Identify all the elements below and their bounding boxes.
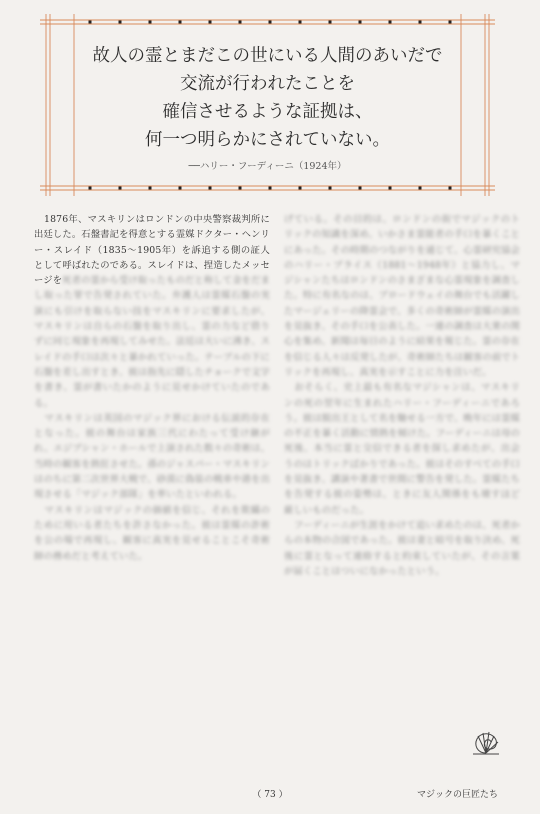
frame-dot — [299, 187, 302, 190]
body-text-blurred: マスキリンはマジックの価値を信じ、それを欺瞞のために用いる者たちを許さなかった。彼は霊媒の詐術を公の場で再現し、観客に真実を見せることこそ奇術師の務めだと考えていた。 — [34, 504, 270, 562]
frame-dot — [299, 21, 302, 24]
frame-dot — [419, 187, 422, 190]
body-text-blurred: おそらく、史上最も有名なマジシャンは、マスキリンの死の翌年に生まれたハリー・フーディーニであろう。彼は脱出王として名を馳せる一方で、晩年には霊媒の不正を暴く活動に情熱を傾けた。フーディーニは母の死後、本当に霊と交信できる者を探し求めたが、出会うのはトリックばかりであった。彼はそのすべての手口を見抜き、講演や著書で世間に警告を発した。霊媒たちを告発する彼の姿勢は、ときに友人関係をも壊すほど厳しいものだった。 — [284, 382, 520, 516]
frame-dot — [329, 187, 332, 190]
frame-dot — [89, 21, 92, 24]
body-column-left — [34, 212, 270, 564]
body-text-blurred: 死者の霊から受け取ったものだと称して金をだまし取った罪で告発されていた。弁護人は霊媒石盤の実演にも引けを取らない技をマスキリンに要求したが、マスキリンは自らの石盤を取り出し、霊の力など借りずに同じ現象を再現してみせた。法廷は大いに沸き、スレイドの手口は次々と暴かれていった。テーブルの下に石盤を差し出すとき、彼は指先に隠したチョークで文字を書き、霊が書いたかのように見せかけていたのである。 — [34, 275, 270, 409]
frame-dot — [89, 187, 92, 190]
body-text-blurred: フーディーニが生涯をかけて追い求めたのは、死者からの本物の合図であった。彼は妻と暗号を取り決め、死後に霊となって連絡すると約束していたが、その言葉が届くことはついになかったという。 — [284, 519, 520, 577]
epigraph-quote — [40, 42, 495, 154]
frame-dot — [209, 21, 212, 24]
frame-dot — [149, 187, 152, 190]
body-paragraph — [284, 518, 520, 579]
frame-dot — [179, 21, 182, 24]
page-number: （ 73 ） — [252, 790, 288, 800]
body-paragraph — [284, 380, 520, 518]
frame-dot — [119, 187, 122, 190]
quote-line: 交流が行われたことを — [180, 74, 355, 94]
body-paragraph — [284, 212, 520, 380]
frame-dot — [359, 21, 362, 24]
body-text-clear: 1876年、マスキリンはロンドンの中央警察裁判所に出廷した。石盤書記を得意とする霊媒ドクター・ヘンリー・スレイド（1835〜1905年）を訴追する側の証人として呼ばれたのである。スレイドは、捏造したメッセージを — [34, 214, 270, 287]
shell-ornament-icon — [470, 726, 502, 758]
body-paragraph — [34, 411, 270, 503]
quote-line: 故人の霊とまだこの世にいる人間のあいだで — [92, 46, 443, 66]
frame-dot — [209, 187, 212, 190]
frame-dot — [449, 187, 452, 190]
frame-dot — [179, 187, 182, 190]
frame-dot — [269, 187, 272, 190]
quote-line: 確信させるような証拠は、 — [162, 102, 373, 122]
running-title: マジックの巨匠たち — [416, 790, 498, 800]
frame-dot — [119, 21, 122, 24]
frame-dot — [419, 21, 422, 24]
frame-dot — [449, 21, 452, 24]
frame-dot — [359, 187, 362, 190]
frame-dot — [149, 21, 152, 24]
body-paragraph — [34, 503, 270, 564]
body-column-right — [284, 212, 520, 579]
body-text-blurred: げている。その目的は、ロンドンの街でマジックのトリックの知識を深め、いかさま霊能者の手口を暴くことにあった。その時期のつながりを通じて、心霊研究協会のハリー・プライス（1881〜1948年）と協力し、マジシャンたちはロンドンのさまざまな心霊現象を調査した。特に有名なのは、ブロードウェイの舞台でも活躍したマージェリーの降霊会で、多くの奇術師が霊媒の演出を見抜き、その手口を公表した。一連の調査は大衆の関心を集め、新聞は毎日のように結果を報じた。霊の存在を信じる人々は反発したが、奇術師たちは観客の前でトリックを再現し、真実を示すことに力を注いだ。 — [284, 214, 520, 378]
body-text-blurred: マスキリンは英国のマジック界における伝説的存在となった。彼の舞台は家族三代にわたって受け継がれ、エジプシャン・ホールで上演された数々の奇術は、当時の観客を熱狂させた。孫のジャスパー・マスキリンはのちに第二次世界大戦で、砂漠に偽装の戦車や港を出現させる「マジック部隊」を率いたといわれる。 — [34, 412, 270, 501]
frame-dot — [269, 21, 272, 24]
quote-attribution: ──ハリー・フーディーニ（1924年） — [188, 161, 347, 172]
frame-dot — [389, 21, 392, 24]
quote-line: 何一つ明らかにされていない。 — [145, 130, 390, 150]
body-paragraph — [34, 212, 270, 411]
frame-dot — [389, 187, 392, 190]
frame-dot — [239, 21, 242, 24]
frame-dot — [239, 187, 242, 190]
frame-dot — [329, 21, 332, 24]
